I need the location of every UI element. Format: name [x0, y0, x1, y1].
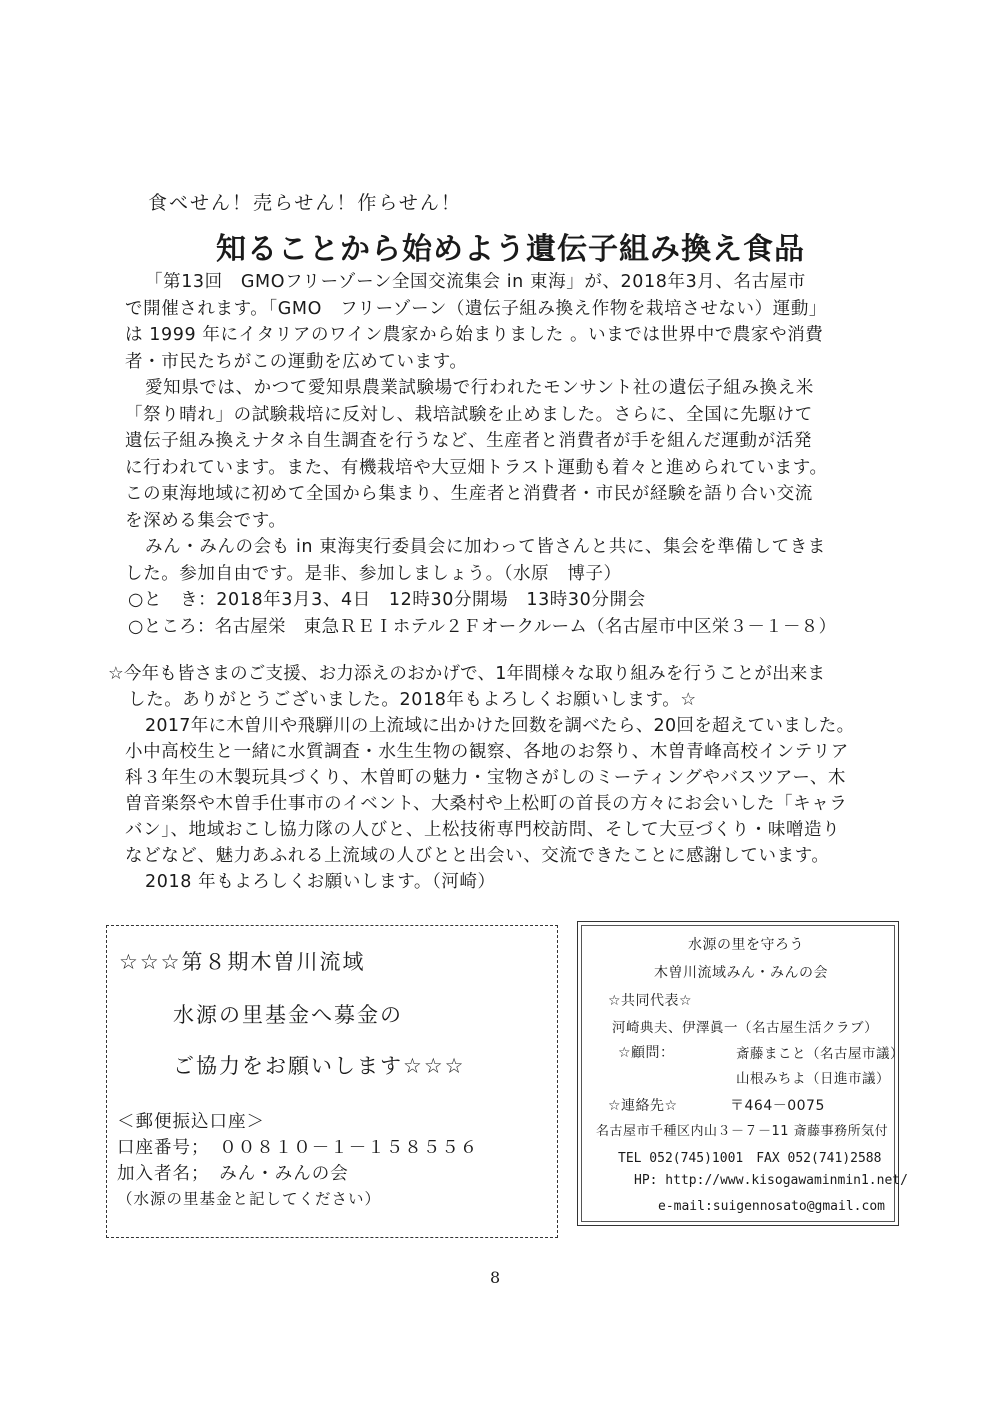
notice-line: した。ありがとうございました。2018年もよろしくお願いします。☆ — [128, 690, 697, 710]
notice-line: ☆今年も皆さまのご支援、お力添えのおかげで、1年間様々な取り組みを行うことが出来ま — [108, 664, 826, 684]
article-line: みん・みんの会も in 東海実行委員会に加わって皆さんと共に、集会を準備してきま — [145, 537, 826, 557]
contact-postal: 〒464－0075 — [730, 1098, 825, 1114]
notice-line: 小中高校生と一緒に水質調査・水生生物の観察、各地のお祭り、木曽青峰高校インテリア — [125, 742, 849, 762]
account-label: ＜郵便振込口座＞ — [117, 1112, 265, 1132]
notice-line: バン」、地域おこし協力隊の人びと、上松技術専門校訪問、そして大豆づくり・味噌造り — [125, 820, 841, 840]
fund-appeal-box — [106, 925, 558, 1238]
fund-heading: ☆☆☆第８期木曽川流域 — [119, 950, 366, 974]
article-line: で開催されます。「GMO フリーゾーン（遺伝子組み換え作物を栽培させない）運動」 — [125, 299, 828, 319]
contact-box — [577, 921, 908, 1226]
notice-line: 曽音楽祭や木曽手仕事市のイベント、大桑村や上松町の首長の方々にお会いした「キャラ — [125, 794, 848, 814]
contact-advisor: 山根みちよ（日進市議） — [736, 1071, 890, 1087]
article-line: に行われています。また、有機栽培や大豆畑トラスト運動も着々と進められています。 — [125, 458, 828, 478]
account-note: （水源の里基金と記してください） — [117, 1190, 382, 1208]
contact-tel-fax: TEL 052(745)1001 FAX 052(741)2588 — [618, 1151, 882, 1166]
contact-email[interactable]: e-mail:suigennosato@gmail.com — [658, 1199, 885, 1214]
article-line: 愛知県では、かつて愛知県農業試験場で行われたモンサント社の遺伝子組み換え米 — [145, 378, 814, 398]
notice-line: などなど、魅力あふれる上流域の人びとと出会い、交流できたことに感謝しています。 — [125, 846, 830, 866]
article-line: この東海地域に初めて全国から集まり、生産者と消費者・市民が経験を語り合い交流 — [125, 484, 813, 504]
event-venue: ○ところ：名古屋栄 東急ＲＥＩホテル２Ｆオークルーム（名古屋市中区栄３－１－８） — [128, 617, 837, 637]
contact-advisor: 斎藤まこと（名古屋市議） — [736, 1046, 904, 1062]
article-line: を深める集会です。 — [125, 511, 287, 531]
page-number: 8 — [490, 1268, 501, 1287]
article-tagline: 食べせん！売らせん！作らせん！ — [148, 192, 462, 214]
contact-homepage[interactable]: HP: http://www.kisogawaminmin1.net/ — [634, 1173, 908, 1188]
contact-address: 名古屋市千種区内山３－７－11 斎藤事務所気付 — [596, 1124, 889, 1139]
notice-line: 科３年生の木製玩具づくり、木曽町の魅力・宝物さがしのミーティングやバスツアー、木 — [125, 768, 847, 788]
event-date: ○と き：2018年3月3、4日 12時30分開場 13時30分開会 — [128, 590, 646, 610]
account-number: 口座番号； ００８１０－１－１５８５５６ — [117, 1138, 479, 1158]
article-line: 「祭り晴れ」の試験栽培に反対し、栽培試験を止めました。さらに、全国に先駆けて — [125, 405, 813, 425]
article-title: 知ることから始めよう遺伝子組み換え食品 — [216, 232, 805, 267]
article-line: 者・市民たちがこの運動を広めています。 — [125, 352, 468, 372]
article-line: 遺伝子組み換えナタネ自生調査を行うなど、生産者と消費者が手を組んだ運動が活発 — [125, 431, 812, 451]
notice-line: 2017年に木曽川や飛騨川の上流域に出かけた回数を調べたら、20回を超えていました。 — [145, 716, 855, 736]
article-line: 「第13回 GMOフリーゾーン全国交流集会 in 東海」が、2018年3月、名古屋市 — [145, 272, 806, 292]
account-holder: 加入者名； みん・みんの会 — [117, 1164, 349, 1184]
article-line: は 1999 年にイタリアのワイン農家から始まりました 。いまでは世界中で農家や消費 — [125, 325, 824, 345]
article-line: した。参加自由です。是非、参加しましょう。（水原 博子） — [125, 564, 622, 584]
contact-reps: 河崎典夫、伊澤眞一（名古屋生活クラブ） — [612, 1020, 879, 1036]
notice-line: 2018 年もよろしくお願いします。（河崎） — [145, 872, 496, 892]
contact-rep-label: ☆共同代表☆ — [608, 993, 693, 1009]
contact-advisor-label: ☆顧問： — [618, 1045, 675, 1061]
fund-heading: ご協力をお願いします☆☆☆ — [173, 1054, 466, 1078]
contact-label: ☆連絡先☆ — [608, 1098, 678, 1114]
contact-org: 木曽川流域みん・みんの会 — [654, 965, 828, 981]
contact-slogan: 水源の里を守ろう — [688, 937, 804, 953]
fund-heading: 水源の里基金へ募金の — [173, 1003, 403, 1027]
